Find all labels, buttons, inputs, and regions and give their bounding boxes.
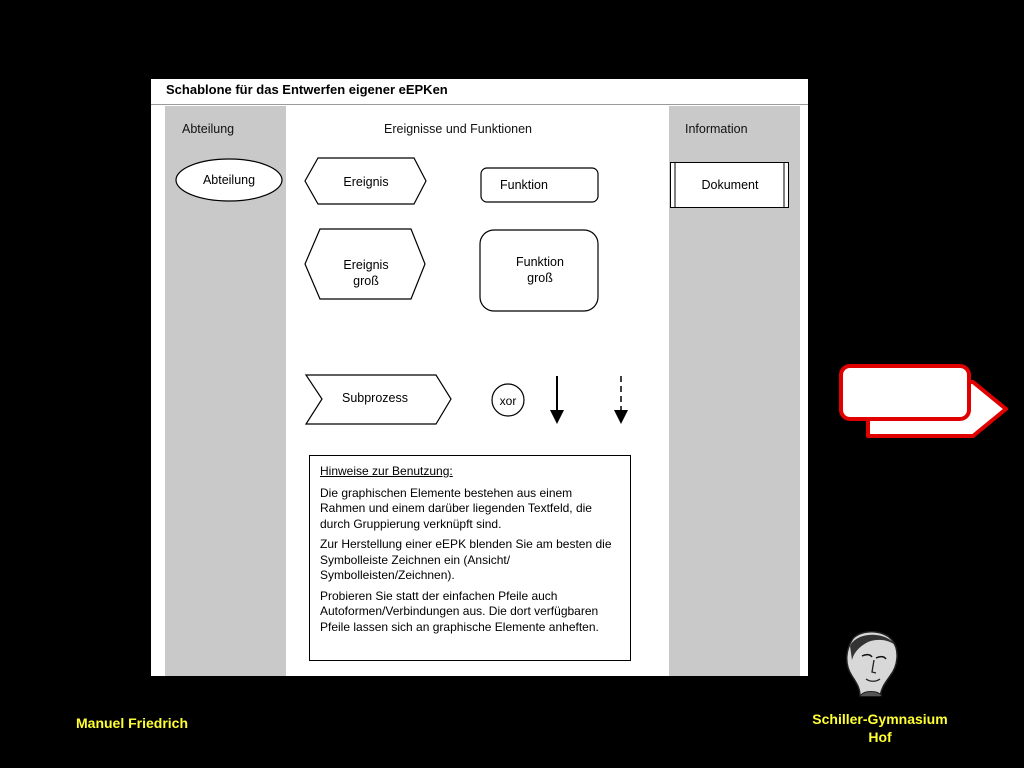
school-name	[798, 710, 962, 746]
hint-paragraph-3: Probieren Sie statt der einfachen Pfeile auch Autoformen/Verbindungen aus. Die dort verfügbaren Pfeile lassen sich an graphische Elemente anheften.	[320, 588, 599, 634]
lane-header-information: Information	[685, 122, 748, 136]
next-slide-icon[interactable]	[836, 362, 1012, 440]
lane-header-abteilung: Abteilung	[182, 122, 235, 136]
subprozess-label: Subprozess	[341, 391, 408, 405]
dashed-arrow-head	[614, 410, 628, 424]
panel-title: Schablone für das Entwerfen eigener eEPKen	[166, 82, 448, 97]
solid-arrow-head	[550, 410, 564, 424]
abteilung-label: Abteilung	[202, 173, 256, 187]
funktion-gross-label-1: Funktion	[516, 255, 564, 269]
ereignis-label: Ereignis	[343, 175, 389, 189]
hint-paragraph-2: Zur Herstellung einer eEPK blenden Sie am besten die Symbolleiste Zeichnen ein (Ansicht/ Symbolleisten/Zeichnen).	[320, 537, 612, 582]
hint-paragraph-1: Die graphischen Elemente bestehen aus einem Rahmen und einem darüber liegenden Textfeld, die durch Gruppierung verknüpft sind.	[320, 485, 592, 531]
schiller-portrait-icon	[838, 626, 904, 698]
hints-title: Hinweise zur Benutzung:	[320, 464, 453, 478]
dokument-label: Dokument	[701, 178, 759, 192]
usage-hints-box	[309, 455, 631, 661]
school-name-line2: Hof	[868, 729, 892, 745]
school-name-line1: Schiller-Gymnasium	[812, 711, 948, 727]
ereignis-gross-label-2: groß	[353, 274, 379, 288]
xor-label: xor	[499, 394, 517, 408]
funktion-label: Funktion	[500, 178, 548, 192]
ereignis-gross-label-1: Ereignis	[343, 258, 389, 272]
lane-header-ereignisse: Ereignisse und Funktionen	[384, 122, 533, 136]
funktion-gross-label-2: groß	[527, 271, 553, 285]
author-name: Manuel Friedrich	[76, 715, 189, 731]
